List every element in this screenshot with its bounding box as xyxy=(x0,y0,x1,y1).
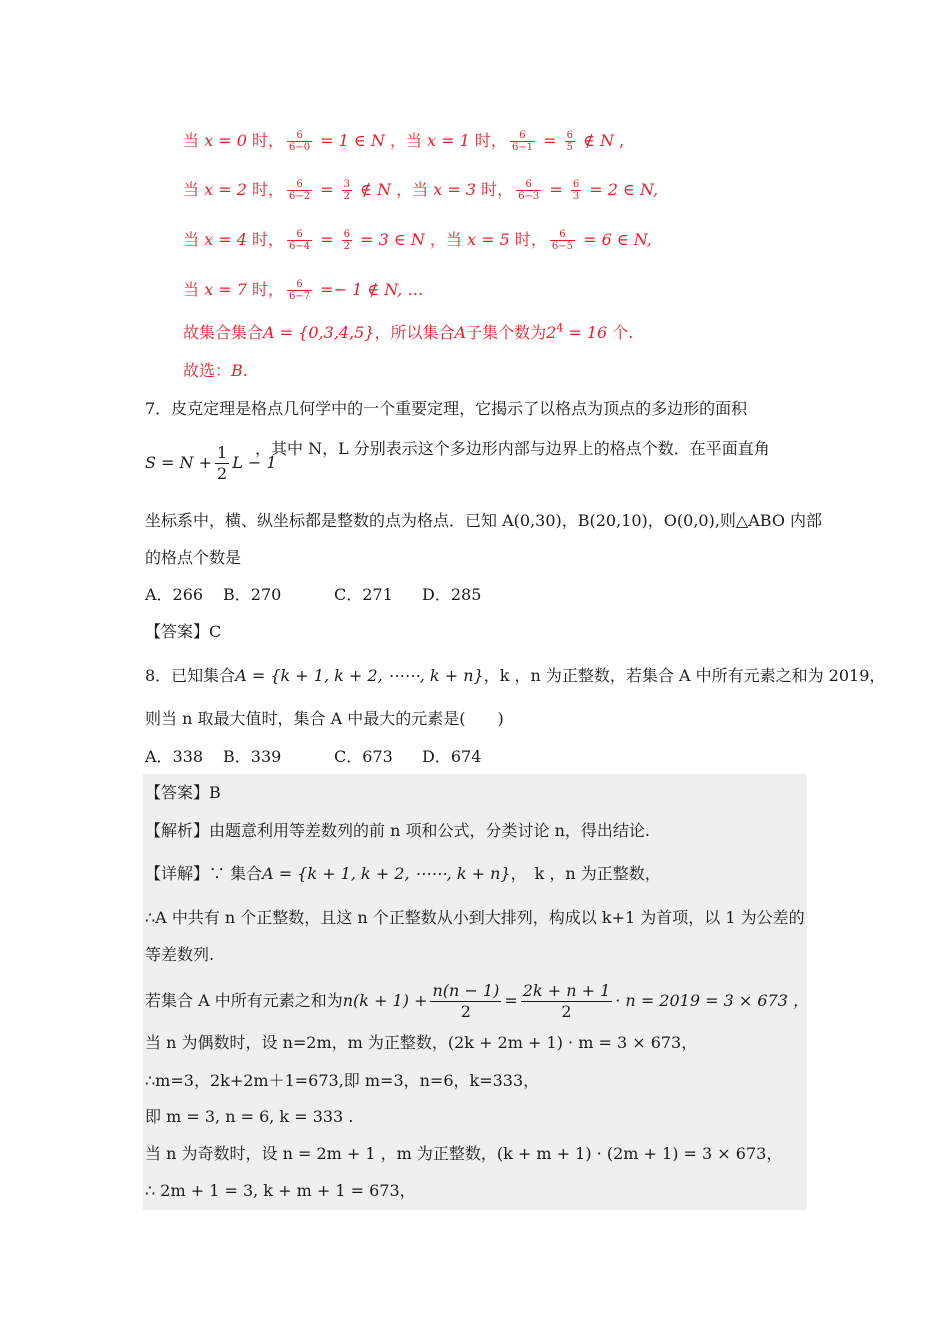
fraction: $\frac{6}{2}$ xyxy=(343,229,351,252)
case-line: 当 x = 2 时， $\frac{6}{6-2}$ = $\frac{3}{2}$ ∉ N ，当 x = 3 时， $\frac{6}{6-3}$ = $\frac{6}{3}$ = 2 ∈ N, xyxy=(183,179,659,202)
q8-analysis: 【解析】由题意利用等差数列的前 n 项和公式，分类讨论 n，得出结论. xyxy=(145,821,650,840)
fraction: $\frac{6}{6-4}$ xyxy=(288,229,311,252)
case-line: 当 x = 4 时， $\frac{6}{6-4}$ = $\frac{6}{2}$ = 3 ∈ N ，当 x = 5 时， $\frac{6}{6-5}$ = 6 ∈ N, xyxy=(183,229,652,252)
q8-detail-sum: 若集合 A 中所有元素之和为n(k + 1) + $\frac{n(n - 1)}{2}$ = $\frac{2k + n + 1}{2}$ · n = 2019 = 3 × 673 ， xyxy=(145,981,809,1021)
fraction: $\frac{6}{3}$ xyxy=(572,179,580,202)
q8-detail-odd: 当 n 为奇数时，设 n = 2m + 1 ，m 为正整数，(k + m + 1) · (2m + 1) = 3 × 673， xyxy=(145,1144,783,1163)
q8-stem-line1: 8．已知集合A = {k + 1, k + 2, ⋯⋯, k + n}，k ，n 为正整数，若集合 A 中所有元素之和为 2019， xyxy=(145,666,886,685)
fraction: $\frac{6}{6-5}$ xyxy=(551,229,573,252)
option-d: D．285 xyxy=(422,585,482,604)
case-line: 当 x = 7 时， $\frac{6}{6-7}$ =− 1 ∉ N, … xyxy=(183,279,424,302)
q7-formula: S = N + $\frac{1}{2}$ L − 1 xyxy=(145,443,277,483)
fraction: $\frac{6}{5}$ xyxy=(566,130,573,153)
q8-detail-line2: 等差数列. xyxy=(145,945,215,964)
fraction: $\frac{6}{6-0}$ xyxy=(288,130,311,153)
answer-pick: 故选：B. xyxy=(183,361,248,380)
q7-answer: 【答案】C xyxy=(145,622,222,641)
option-b: B．270 xyxy=(223,585,282,604)
q8-options xyxy=(145,746,481,768)
fraction: $\frac{6}{6-3}$ xyxy=(518,179,540,202)
fraction: $\frac{3}{2}$ xyxy=(343,179,351,202)
fraction: $\frac{6}{6-7}$ xyxy=(288,279,311,302)
q7-stem-line3: 坐标系中，横、纵坐标都是整数的点为格点．已知 A(0,30)，B(20,10)，O(0,0),则△ABO 内部 xyxy=(145,511,823,530)
fraction: $\frac{6}{6-2}$ xyxy=(288,179,311,202)
q8-detail-even: 当 n 为偶数时，设 n=2m，m 为正整数，(2k + 2m + 1) · m = 3 × 673， xyxy=(145,1033,698,1052)
option-c: C．271 xyxy=(334,585,393,604)
option-b: B．339 xyxy=(223,747,282,766)
option-a: A．266 xyxy=(145,585,204,604)
q8-detail-even-result: ∴m=3，2k+2m＋1=673,即 m=3，n=6，k=333， xyxy=(145,1071,540,1090)
q7-stem-line1: 7．皮克定理是格点几何学中的一个重要定理，它揭示了以格点为顶点的多边形的面积 xyxy=(145,399,748,418)
q7-stem-line2: ，其中 N，L 分别表示这个多边形内部与边界上的格点个数．在平面直角 xyxy=(255,439,770,458)
set-conclusion: 故集合集合A = {0,3,4,5}，所以集合A子集个数为$2^4 = 16$ 个. xyxy=(183,321,634,342)
q8-detail-even-values: 即 m = 3, n = 6, k = 333 . xyxy=(145,1107,354,1126)
q8-answer: 【答案】B xyxy=(145,783,221,802)
fraction: $\frac{6}{6-1}$ xyxy=(511,130,534,153)
option-d: D．674 xyxy=(422,747,482,766)
q8-detail-line1: ∴A 中共有 n 个正整数，且这 n 个正整数从小到大排列，构成以 k+1 为首项，以 1 为公差的 xyxy=(145,908,805,927)
case-line: 当 x = 0 时， $\frac{6}{6-0}$ = 1 ∈ N ，当 x = 1 时， $\frac{6}{6-1}$ = $\frac{6}{5}$ ∉ N , xyxy=(183,130,625,153)
q7-stem-line4: 的格点个数是 xyxy=(145,548,242,567)
q8-detail-odd-result: ∴ 2m + 1 = 3, k + m + 1 = 673， xyxy=(145,1181,416,1200)
option-c: C．673 xyxy=(334,747,393,766)
option-a: A．338 xyxy=(145,747,204,766)
q8-stem-line2: 则当 n 取最大值时，集合 A 中最大的元素是( ) xyxy=(145,709,504,728)
q8-detail-intro: 【详解】∵ 集合A = {k + 1, k + 2, ⋯⋯, k + n}， k ，n 为正整数， xyxy=(145,864,661,883)
q7-options xyxy=(145,584,481,606)
